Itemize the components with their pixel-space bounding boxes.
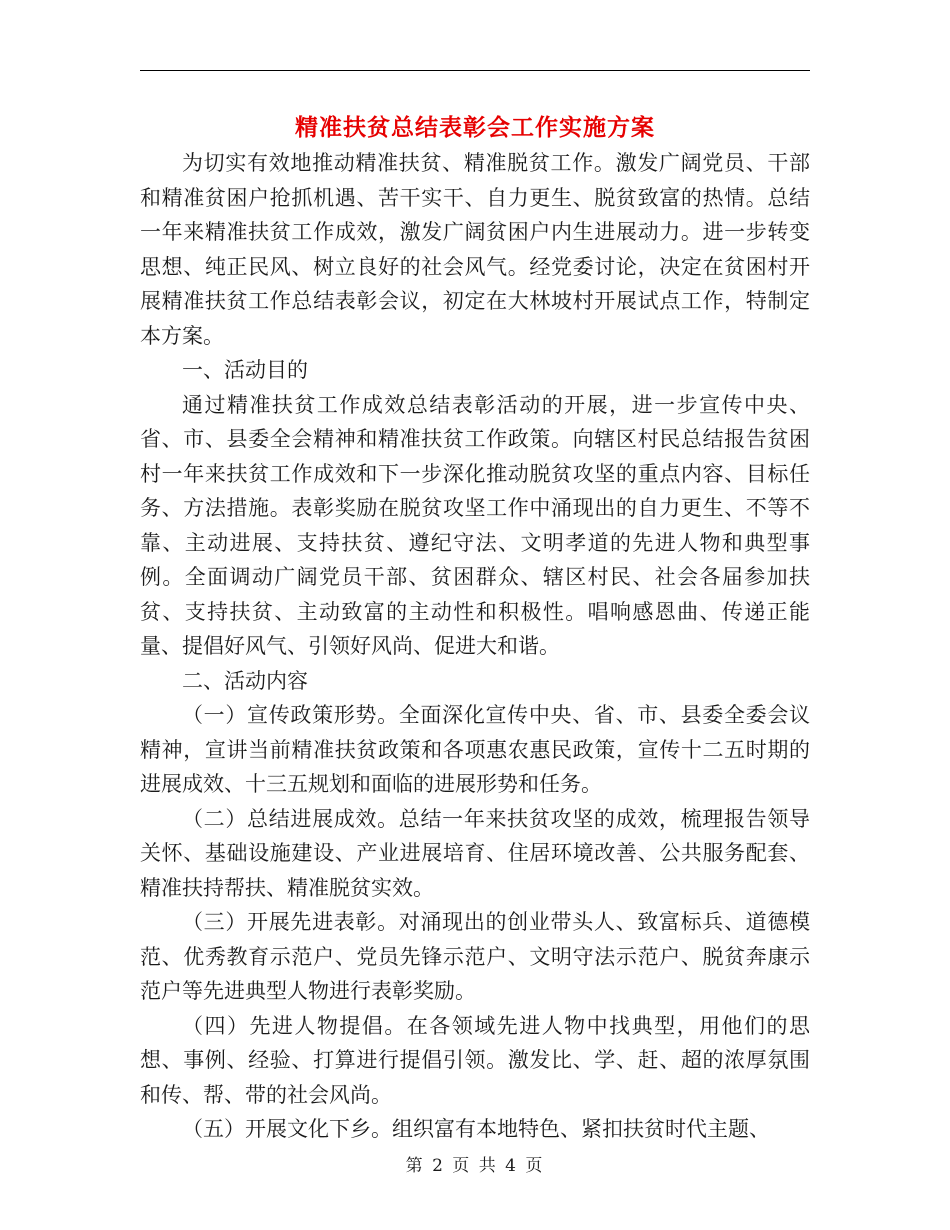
paragraph-item-5: （五）开展文化下乡。组织富有本地特色、紧扣扶贫时代主题、 <box>182 1117 770 1141</box>
page-number-footer: 第 2 页 共 4 页 <box>405 1156 545 1176</box>
paragraph-item-4: （四）先进人物提倡。在各领域先进人物中找典型，用他们的思想、事例、经验、打算进行提倡引领。激发比、学、赶、超的浓厚氛围和传、帮、带的社会风尚。 <box>140 1013 810 1107</box>
section-heading-content: 二、活动内容 <box>182 668 308 693</box>
document-title: 精准扶贫总结表彰会工作实施方案 <box>295 114 655 141</box>
section-heading-purpose: 一、活动目的 <box>182 358 308 382</box>
header-rule <box>140 70 810 71</box>
paragraph-item-1: （一）宣传政策形势。全面深化宣传中央、省、市、县委全委会议精神，宣讲当前精准扶贫政策和各项惠农惠民政策，宣传十二五时期的进展成效、十三五规划和面临的进展形势和任务。 <box>140 703 810 796</box>
paragraph-intro: 为切实有效地推动精准扶贫、精准脱贫工作。激发广阔党员、干部和精准贫困户抢抓机遇、苦干实干、自力更生、脱贫致富的热情。总结一年来精准扶贫工作成效，激发广阔贫困户内生进展动力。进一步转变思想、纯正民风、树立良好的社会风气。经党委讨论，决定在贫困村开展精准扶贫工作总结表彰会议，初定在大林坡村开展试点工作，特制定本方案。 <box>140 151 810 348</box>
paragraph-item-2: （二）总结进展成效。总结一年来扶贫攻坚的成效，梳理报告领导关怀、基础设施建设、产业进展培育、住居环境改善、公共服务配套、精准扶持帮扶、精准脱贫实效。 <box>140 806 810 900</box>
paragraph-purpose: 通过精准扶贫工作成效总结表彰活动的开展，进一步宣传中央、省、市、县委全会精神和精准扶贫工作政策。向辖区村民总结报告贫困村一年来扶贫工作成效和下一步深化推动脱贫攻坚的重点内容、目标任务、方法措施。表彰奖励在脱贫攻坚工作中涌现出的自力更生、不等不靠、主动进展、支持扶贫、遵纪守法、文明孝道的先进人物和典型事例。全面调动广阔党员干部、贫困群众、辖区村民、社会各届参加扶贫、支持扶贫、主动致富的主动性和积极性。唱响感恩曲、传递正能量、提倡好风气、引领好风尚、促进大和谐。 <box>140 392 810 658</box>
document-body <box>140 146 810 1147</box>
paragraph-item-3: （三）开展先进表彰。对涌现出的创业带头人、致富标兵、道德模范、优秀教育示范户、党员先锋示范户、文明守法示范户、脱贫奔康示范户等先进典型人物进行表彰奖励。 <box>140 910 810 1003</box>
